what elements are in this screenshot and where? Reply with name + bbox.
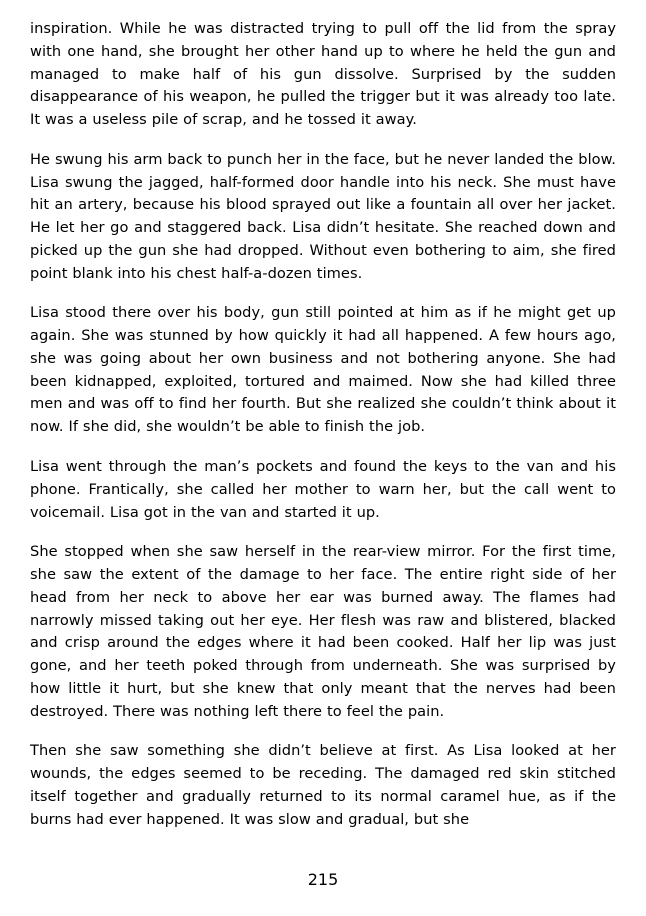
paragraph: inspiration. While he was distracted trying to pull off the lid from the spray with one hand, she brought her other hand up to where he held the gun and managed to make half of his gun dissolve. Surprised by the sudden disappearance of his weapon, he pulled the trigger but it was already too late. It was a useless pile of scrap, and he tossed it away. bbox=[30, 20, 616, 129]
paragraph: She stopped when she saw herself in the rear-view mirror. For the first time, she saw the extent of the damage to her face. The entire right side of her head from her neck to above her ear was burned away. The flames had narrowly missed taking out her eye. Her flesh was raw and blistered, blacked and crisp around the edges where it had been cooked. Half her lip was just gone, and her teeth poked through from underneath. She was surprised by how little it hurt, but she knew that only meant that the nerves had been destroyed. There was nothing left there to feel the pain. bbox=[30, 543, 616, 720]
page-body-text bbox=[30, 18, 616, 832]
paragraph: Lisa went through the man’s pockets and found the keys to the van and his phone. Frantically, she called her mother to warn her, but the call went to voicemail. Lisa got in the van and started it up. bbox=[30, 458, 616, 521]
paragraph: He swung his arm back to punch her in the face, but he never landed the blow. Lisa swung the jagged, half-formed door handle into his neck. She must have hit an artery, because his blood sprayed out like a fountain all over her jacket. He let her go and staggered back. Lisa didn’t hesitate. She reached down and picked up the gun she had dropped. Without even bothering to aim, she fired point blank into his chest half-a-dozen times. bbox=[30, 150, 616, 282]
paragraph: Lisa stood there over his body, gun still pointed at him as if he might get up again. She was stunned by how quickly it had all happened. A few hours ago, she was going about her own business and not bothering anyone. She had been kidnapped, exploited, tortured and maimed. Now she had killed three men and was off to find her fourth. But she realized she couldn’t think about it now. If she did, she wouldn’t be able to finish the job. bbox=[30, 304, 616, 436]
paragraph: Then she saw something she didn’t believe at first. As Lisa looked at her wounds, the edges seemed to be receding. The damaged red skin stitched itself together and gradually returned to its normal caramel hue, as if the burns had ever happened. It was slow and gradual, but she bbox=[30, 742, 616, 828]
page-number: 215 bbox=[307, 870, 339, 889]
